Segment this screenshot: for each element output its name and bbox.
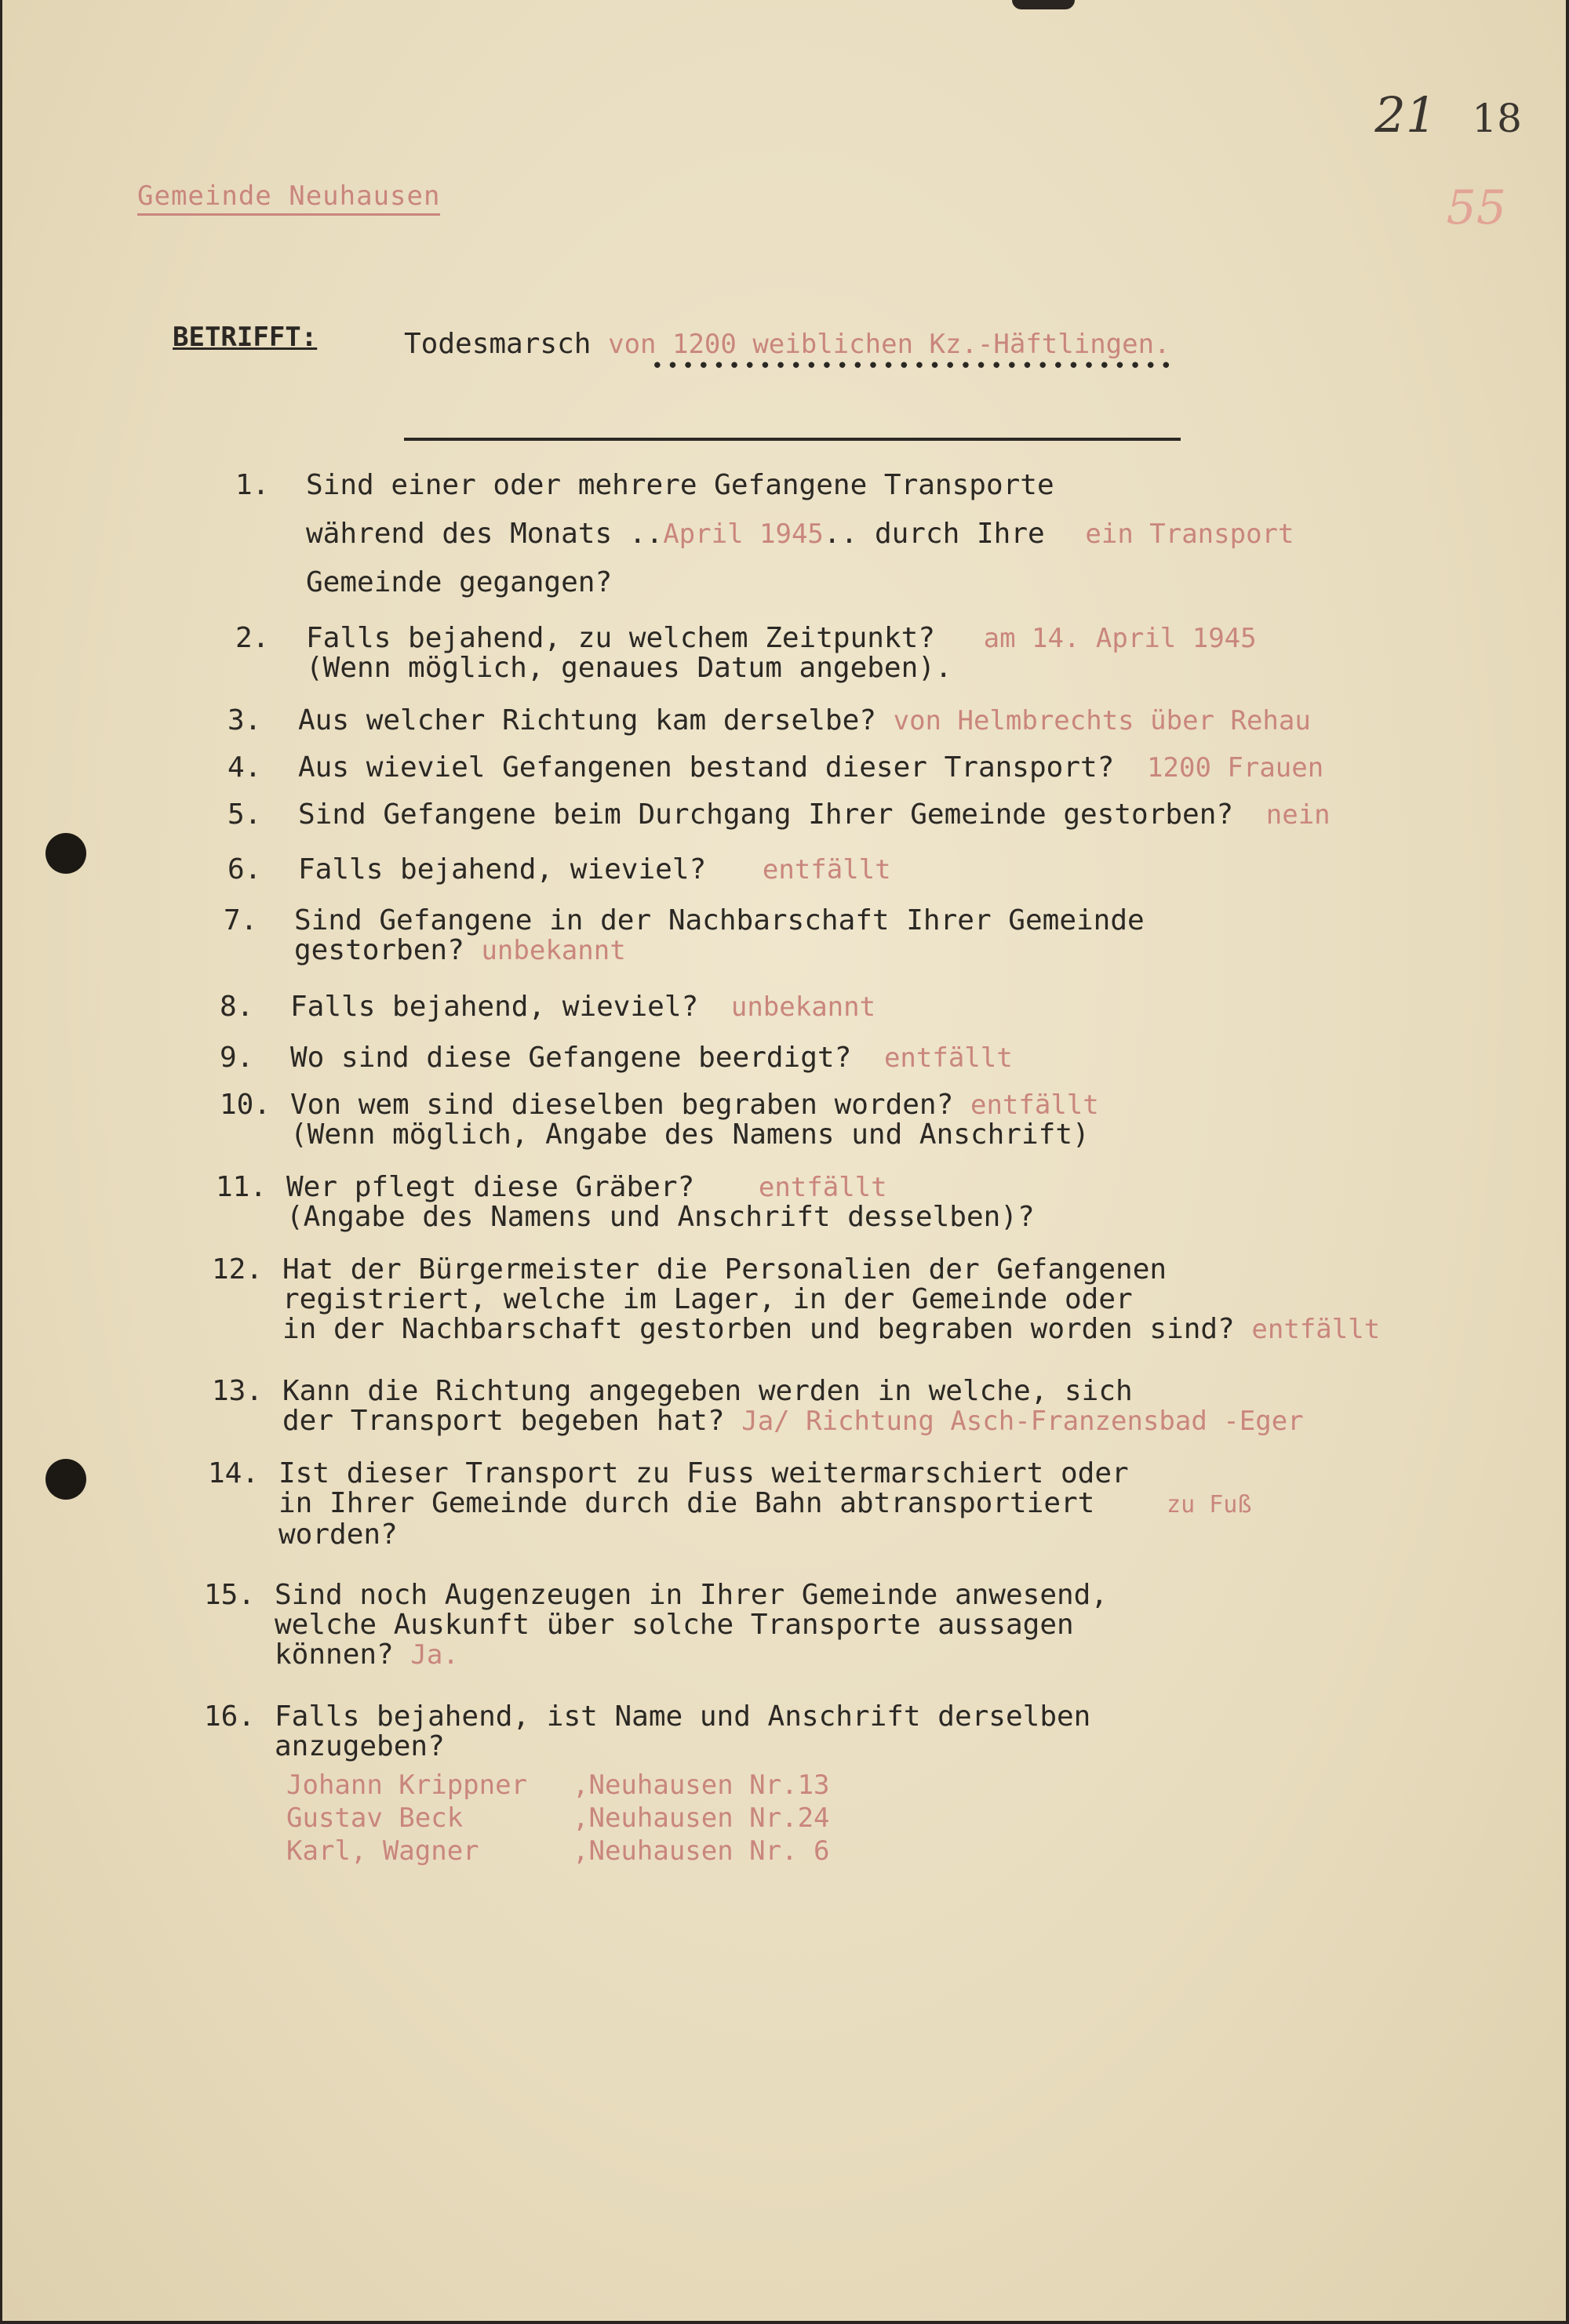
question-text-line: Falls bejahend, wieviel?: [298, 853, 707, 886]
question-inline-answer: April 1945: [663, 518, 824, 550]
subject-dots: ••••••••••••••••••••••••••••••••••: [651, 355, 1176, 378]
witness-name: Karl, Wagner: [286, 1835, 479, 1867]
question-6: [228, 853, 891, 886]
question-7: [224, 904, 1145, 966]
page-number-pencil: 21: [1374, 86, 1437, 144]
page-number-small: 18: [1472, 96, 1522, 141]
question-text-row: [286, 1173, 1035, 1202]
question-number: 3.: [228, 704, 262, 736]
question-number: 15.: [204, 1579, 256, 1611]
subject-text: Todesmarsch: [404, 328, 592, 360]
question-text-line: während des Monats: [306, 518, 613, 550]
question-text-line: Sind Gefangene beim Durchgang Ihrer Gemeinde gestorben?: [298, 798, 1234, 831]
question-text-line: können?: [275, 1638, 394, 1671]
question-9: [220, 1042, 1013, 1074]
question-text-line: Gemeinde gegangen?: [306, 566, 613, 598]
question-4: [228, 751, 1324, 784]
question-number: 5.: [228, 798, 262, 831]
question-number: 1.: [235, 469, 270, 501]
question-text-line: (Wenn möglich, genaues Datum angeben).: [306, 652, 952, 684]
question-number: 12.: [212, 1253, 264, 1286]
question-13: [212, 1375, 1304, 1437]
question-text-line: Kann die Richtung angegeben werden in welche, sich: [282, 1375, 1133, 1407]
question-text-line: (Angabe des Namens und Anschrift desselben)?: [286, 1201, 1035, 1233]
question-answer: entfällt: [758, 1172, 887, 1203]
question-text-line: Von wem sind dieselben begraben worden?: [290, 1089, 954, 1121]
punch-hole-lower: [46, 1459, 86, 1500]
question-number: 2.: [235, 622, 270, 654]
question-number: 13.: [212, 1375, 264, 1407]
question-text-line: Wer pflegt diese Gräber?: [286, 1171, 695, 1203]
question-text-line: Ist dieser Transport zu Fuss weitermarschiert oder: [278, 1457, 1129, 1489]
witness-row: [286, 1802, 830, 1835]
question-text-line: durch Ihre: [874, 518, 1045, 550]
question-answer: nein: [1265, 799, 1331, 831]
question-8: [220, 991, 876, 1023]
subject-answer: von 1200 weiblichen Kz.-Häftlingen.: [608, 329, 1170, 360]
question-text-row: [275, 1640, 1108, 1670]
question-answer: am 14. April 1945: [983, 623, 1257, 654]
question-text-line: welche Auskunft über solche Transporte aussagen: [275, 1609, 1074, 1641]
question-15: [204, 1579, 1108, 1671]
question-text-line: Aus wieviel Gefangenen bestand dieser Transport?: [298, 751, 1115, 784]
question-text-line: Aus welcher Richtung kam derselbe?: [298, 704, 876, 736]
punch-hole-upper: [46, 833, 86, 874]
question-number: 16.: [204, 1700, 256, 1733]
question-text-line: Falls bejahend, wieviel?: [290, 991, 699, 1023]
question-2: [235, 622, 1257, 684]
question-text-row: [282, 1406, 1304, 1436]
subject-label: BETRIFFT:: [173, 322, 318, 353]
question-answer: von Helmbrechts über Rehau: [893, 705, 1311, 736]
question-5: [228, 798, 1331, 831]
scan-top-mark: [1012, 0, 1075, 9]
question-text-line: Sind einer oder mehrere Gefangene Transporte: [306, 469, 1054, 501]
question-text-line: anzugeben?: [275, 1730, 445, 1762]
question-text-line: Sind Gefangene in der Nachbarschaft Ihrer Gemeinde: [294, 904, 1145, 937]
question-16: [204, 1700, 1091, 1762]
question-text-line: Falls bejahend, ist Name und Anschrift derselben: [275, 1700, 1091, 1733]
question-number: 7.: [224, 904, 258, 937]
question-answer: Ja.: [410, 1639, 459, 1671]
question-14: [208, 1457, 1252, 1551]
question-10: [220, 1089, 1099, 1151]
question-text-line: Hat der Bürgermeister die Personalien der Gefangenen: [282, 1253, 1167, 1286]
question-number: 6.: [228, 853, 262, 886]
witness-list: [286, 1769, 830, 1868]
question-number: 11.: [216, 1171, 268, 1203]
question-answer: entfällt: [762, 854, 891, 886]
witness-address: ,Neuhausen Nr.24: [573, 1802, 830, 1834]
question-answer: zu Fuß: [1167, 1491, 1252, 1518]
witness-address: ,Neuhausen Nr. 6: [573, 1835, 830, 1867]
question-answer: 1200 Frauen: [1147, 752, 1324, 784]
question-number: 4.: [228, 751, 262, 784]
question-text-row: [294, 936, 1145, 966]
question-answer: entfällt: [883, 1042, 1013, 1074]
question-number: 14.: [208, 1457, 260, 1489]
question-11: [216, 1171, 1035, 1233]
question-text-row: [282, 1315, 1380, 1344]
question-text-line: in Ihrer Gemeinde durch die Bahn abtransportiert: [278, 1487, 1095, 1519]
page-number-red: 55: [1446, 180, 1506, 235]
municipality-header: Gemeinde Neuhausen: [137, 180, 440, 216]
question-1: [235, 469, 1294, 598]
divider-rule: [404, 438, 1181, 441]
witness-row: [286, 1769, 830, 1802]
question-text-line-row: während des Monats ..April 1945.. durch Ihre ein Transport: [306, 518, 1294, 550]
question-text-line: gestorben?: [294, 934, 464, 966]
question-text-line: der Transport begeben hat?: [282, 1405, 725, 1437]
question-text-row: [290, 1090, 1099, 1120]
question-number: 8.: [220, 991, 254, 1023]
question-text-line: (Wenn möglich, Angabe des Namens und Anschrift): [290, 1118, 1090, 1151]
question-text-row: [306, 624, 1257, 653]
question-text-line: Sind noch Augenzeugen in Ihrer Gemeinde anwesend,: [275, 1579, 1108, 1611]
question-answer: ein Transport: [1085, 518, 1294, 550]
question-number: 9.: [220, 1042, 254, 1074]
question-answer: unbekannt: [481, 935, 626, 966]
page-number-group: [1374, 86, 1522, 144]
question-text-line: registriert, welche im Lager, in der Gemeinde oder: [282, 1283, 1133, 1315]
question-text-row: [278, 1489, 1251, 1520]
question-number: 10.: [220, 1089, 271, 1121]
witness-address: ,Neuhausen Nr.13: [573, 1769, 830, 1801]
question-text-line: worden?: [278, 1518, 398, 1551]
question-answer: Ja/ Richtung Asch-Franzensbad -Eger: [741, 1406, 1304, 1437]
question-3: [228, 704, 1311, 736]
witness-row: [286, 1835, 830, 1868]
witness-name: Gustav Beck: [286, 1802, 464, 1834]
question-answer: entfällt: [1251, 1314, 1381, 1345]
question-answer: entfällt: [970, 1089, 1099, 1121]
question-answer: unbekannt: [730, 991, 876, 1023]
question-12: [212, 1253, 1381, 1345]
witness-name: Johann Krippner: [286, 1769, 528, 1801]
question-text-line: Falls bejahend, zu welchem Zeitpunkt?: [306, 622, 935, 654]
question-text-line: Wo sind diese Gefangene beerdigt?: [290, 1042, 852, 1074]
question-text-line: in der Nachbarschaft gestorben und begraben worden sind?: [282, 1313, 1235, 1345]
